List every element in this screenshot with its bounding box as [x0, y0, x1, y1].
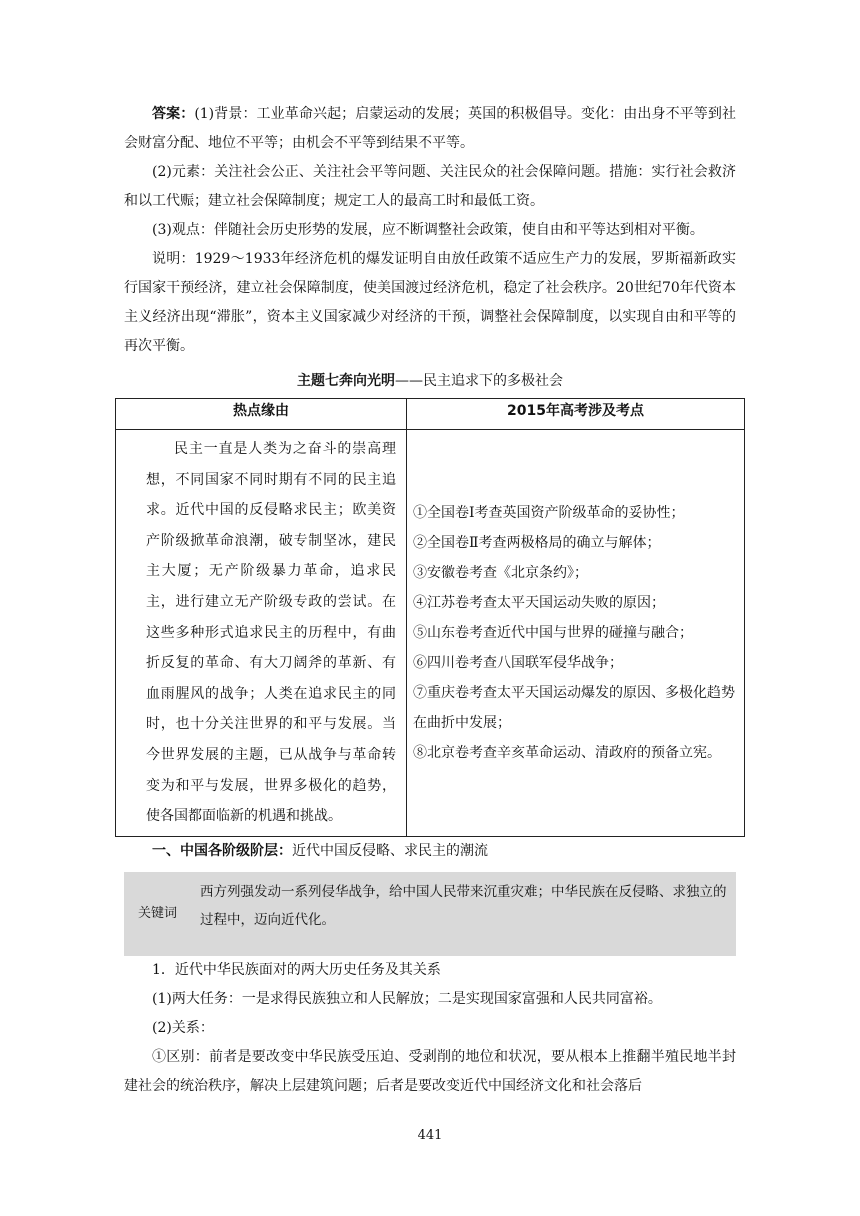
keyword-box [124, 872, 736, 956]
section-heading [152, 838, 488, 864]
header-hot-reason: 热点缘由 [116, 399, 407, 430]
section-heading-bold: 一、中国各阶级阶层： [152, 843, 292, 859]
body-item-2: (1)两大任务：一是求得民族独立和人民解放；二是实现国家富强和人民共同富裕。 [152, 991, 662, 1007]
section-heading-rest: 近代中国反侵略、求民主的潮流 [292, 843, 488, 859]
answer-paragraph-1 [124, 100, 736, 158]
exam-point-item: ②全国卷Ⅱ考查两极格局的确立与解体； [413, 535, 661, 551]
exam-point-item: ⑧北京卷考查辛亥革命运动、清政府的预备立宪。 [413, 745, 721, 761]
header-exam-points: 2015年高考涉及考点 [407, 399, 745, 430]
body-item-1: 1．近代中华民族面对的两大历史任务及其关系 [152, 962, 441, 978]
exam-point-item: ④江苏卷考查太平天国运动失败的原因； [413, 595, 665, 611]
page-number: 441 [417, 1128, 443, 1143]
keyword-text: 西方列强发动一系列侵华战争，给中国人民带来沉重灾难；中华民族在反侵略、求独立的过程中，迈向近代化。 [200, 884, 727, 928]
answer-text-1: (1)背景：工业革命兴起；启蒙运动的发展；英国的积极倡导。变化：由出身不平等到社会财富分配、地位不平等；由机会不平等到结果不平等。 [124, 106, 736, 151]
note-paragraph: 说明：1929～1933年经济危机的爆发证明自由放任政策不适应生产力的发展，罗斯福新政实行国家干预经济，建立社会保障制度，使美国渡过经济危机，稳定了社会秩序。20世纪70年代资本主义经济出现“滞胀”，资本主义国家减少对经济的干预，调整社会保障制度，以实现自由和平等的再次平衡。 [124, 251, 736, 354]
body-item-4: ①区别：前者是要改变中华民族受压迫、受剥削的地位和状况，要从根本上推翻半殖民地半封建社会的统治秩序，解决上层建筑问题；后者是要改变近代中国经济文化和社会落后 [124, 1049, 736, 1094]
table-row [116, 430, 745, 837]
keyword-label: 关键词 [138, 906, 178, 921]
hot-reason-cell [116, 430, 407, 837]
theme-title-bold: 主题七奔向光明 [297, 373, 395, 389]
exam-point-item: ⑥四川卷考查八国联军侵华战争； [413, 655, 623, 671]
answer-paragraph-2: (2)元素：关注社会公正、关注社会平等问题、关注民众的社会保障问题。措施：实行社会救济和以工代赈；建立社会保障制度；规定工人的最高工时和最低工资。 [124, 164, 736, 209]
body-item-3: (2)关系： [152, 1020, 214, 1036]
table-header-row [116, 399, 745, 430]
exam-point-item: ③安徽卷考查《北京条约》； [413, 565, 588, 581]
exam-point-item: ①全国卷Ⅰ考查英国资产阶级革命的妥协性； [413, 505, 685, 521]
exam-points-cell [407, 430, 745, 837]
exam-point-item: ⑤山东卷考查近代中国与世界的碰撞与融合； [413, 625, 693, 641]
hot-reason-text: 民主一直是人类为之奋斗的崇高理想，不同国家不同时期有不同的民主追求。近代中国的反侵略求民主；欧美资产阶级掀革命浪潮，破专制坚冰，建民主大厦；无产阶级暴力革命，追求民主，进行建立无产阶级专政的尝试。在这些多种形式追求民主的历程中，有曲折反复的革命、有大刀阔斧的革新、有血雨腥风的战争；人类在追求民主的同时，也十分关注世界的和平与发展。当今世界发展的主题，已从战争与革命转变为和平与发展，世界多极化的趋势，使各国都面临新的机遇和挑战。 [146, 441, 396, 825]
hotspot-table [115, 398, 745, 837]
theme-title [0, 370, 860, 392]
exam-point-item: ⑦重庆卷考查太平天国运动爆发的原因、多极化趋势在曲折中发展； [413, 685, 735, 731]
answer-paragraph-3: (3)观点：伴随社会历史形势的发展，应不断调整社会政策，使自由和平等达到相对平衡。 [152, 222, 704, 238]
theme-title-rest: ——民主追求下的多极社会 [395, 373, 563, 389]
answer-label: 答案： [152, 106, 195, 122]
